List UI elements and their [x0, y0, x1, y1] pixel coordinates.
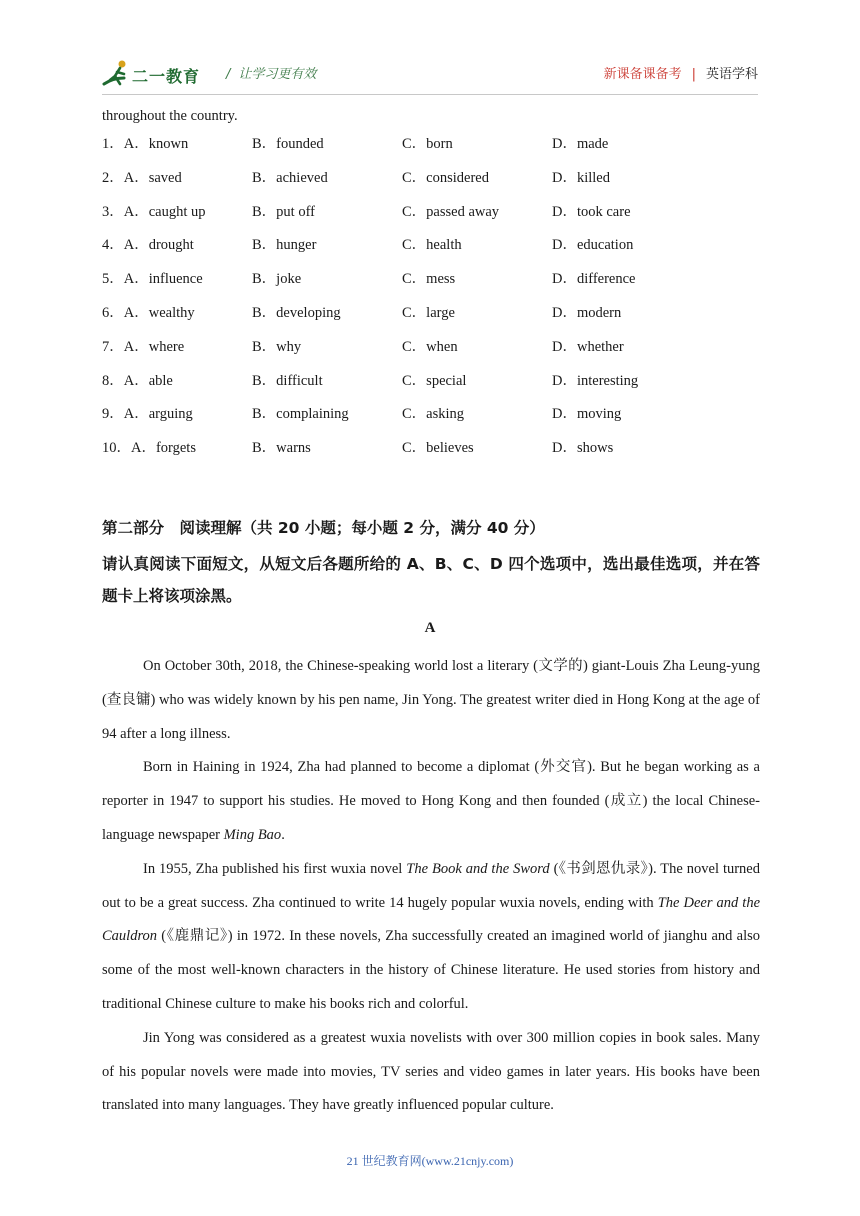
paragraph-2-text: Born in Haining in 1924, Zha had planned to become a diplomat (外交官). But he began working as a reporter in 1947 to support his studies. He moved to Hong Kong and then founded (成立) the local Chinese-language newspaper: [102, 759, 760, 843]
option-d: D．moving: [552, 406, 622, 423]
slogan-text: 让学习更有效: [238, 67, 317, 82]
cloze-options-section: [102, 104, 760, 466]
runner-logo-icon: [102, 58, 134, 90]
option-b: B．achieved: [252, 169, 328, 186]
option-c: C．asking: [402, 406, 465, 423]
option-c: C．believes: [402, 440, 474, 457]
option-b: B．put off: [252, 203, 315, 220]
header-course-label: 新课备课备考: [603, 67, 682, 82]
page-footer: 21 世纪教育网(www.21cnjy.com): [346, 1154, 514, 1168]
book-title-1: The Book and the Sword: [406, 860, 550, 877]
option-b: B．why: [252, 338, 302, 355]
option-row: [102, 365, 760, 399]
option-a: 1．A．known: [102, 136, 189, 152]
option-row: [102, 398, 760, 432]
option-a: 10．A．forgets: [102, 440, 196, 457]
paragraph-3-text-a: In 1955, Zha published his first wuxia novel: [143, 860, 407, 877]
option-c: C．passed away: [402, 203, 500, 220]
option-b: B．developing: [252, 304, 341, 321]
passage-label: A: [424, 620, 436, 636]
option-b: B．difficult: [252, 372, 323, 389]
option-d: D．made: [552, 136, 609, 152]
option-c: C．born: [402, 136, 453, 152]
option-row: [102, 263, 760, 297]
header-divider: [102, 94, 758, 95]
option-row: [102, 432, 760, 466]
passage-body: [102, 650, 760, 1123]
option-c: C．health: [402, 237, 462, 254]
option-row: [102, 229, 760, 263]
paragraph-3-text-c: (《鹿鼎记》) in 1972. In these novels, Zha successfully created an imagined world of jianghu and also some of the most well-known characters in the history of Chinese literature. He used stories from history and traditional Chinese culture to make his books rich and colorful.: [102, 928, 760, 1012]
header-separator: |: [691, 67, 696, 82]
section-title: 第二部分 阅读理解（共 20 小题；每小题 2 分，满分 40 分）: [102, 519, 545, 537]
option-a: 7．A．where: [102, 338, 185, 355]
paragraph-2: [102, 751, 760, 852]
paragraph-3-text-b: (《书剑恩仇录》). The novel turned out to be a great success. Zha continued to write 14 hugely popular wuxia novels, ending with: [102, 860, 760, 911]
header-subject: [604, 63, 758, 82]
paragraph-1: On October 30th, 2018, the Chinese-speaking world lost a literary (文学的) giant-Louis Zha Leung-yung (查良镛) who was widely known by his pen name, Jin Yong. The greatest writer died in Hong Kong at the age of 94 after a long illness.: [102, 658, 760, 742]
option-d: D．killed: [552, 169, 610, 186]
continuation-text: throughout the country.: [102, 108, 238, 124]
option-row: [102, 128, 760, 162]
page-header: [102, 54, 758, 94]
option-d: D．took care: [552, 203, 631, 220]
option-c: C．mess: [402, 271, 456, 288]
paragraph-4: Jin Yong was considered as a greatest wuxia novelists with over 300 million copies in book sales. Many of his popular novels were made into movies, TV series and video games in later years. His books have been translated into many languages. They have greatly influenced popular culture.: [102, 1029, 760, 1114]
header-subject-label: 英语学科: [705, 67, 758, 82]
option-a: 4．A．drought: [102, 237, 194, 254]
option-d: D．whether: [552, 338, 624, 355]
paragraph-3: [102, 853, 760, 1022]
option-c: C．considered: [402, 169, 489, 186]
options-list: [102, 128, 760, 466]
book-title-2: The Deer and the Cauldron: [102, 894, 761, 945]
option-b: B．warns: [252, 440, 311, 457]
option-c: C．large: [402, 304, 455, 321]
option-d: D．education: [552, 237, 634, 254]
option-a: 5．A．influence: [102, 271, 203, 288]
option-row: [102, 196, 760, 230]
slogan-slash: /: [226, 67, 231, 82]
logo: [102, 58, 214, 90]
option-d: D．shows: [552, 440, 614, 457]
option-d: D．difference: [552, 271, 636, 288]
paragraph-2-end: .: [281, 826, 285, 843]
instruction-text: 请认真阅读下面短文，从短文后各题所给的 A、B、C、D 四个选项中，选出最佳选项，并在答题卡上将该项涂黑。: [102, 555, 760, 605]
option-row: [102, 331, 760, 365]
option-c: C．special: [402, 372, 467, 389]
option-b: B．founded: [252, 136, 324, 152]
option-a: 9．A．arguing: [102, 406, 193, 423]
option-b: B．hunger: [252, 237, 317, 254]
option-a: 2．A．saved: [102, 169, 182, 186]
newspaper-title: Ming Bao: [223, 826, 282, 843]
option-b: B．joke: [252, 271, 302, 288]
option-d: D．modern: [552, 304, 622, 321]
option-a: 6．A．wealthy: [102, 304, 195, 321]
option-row: [102, 162, 760, 196]
logo-text: 二一教育: [132, 67, 201, 86]
option-c: C．when: [402, 338, 458, 355]
option-a: 8．A．able: [102, 372, 173, 389]
option-row: [102, 297, 760, 331]
slogan: [226, 63, 316, 82]
option-a: 3．A．caught up: [102, 203, 206, 220]
option-b: B．complaining: [252, 406, 349, 423]
option-d: D．interesting: [552, 372, 639, 389]
